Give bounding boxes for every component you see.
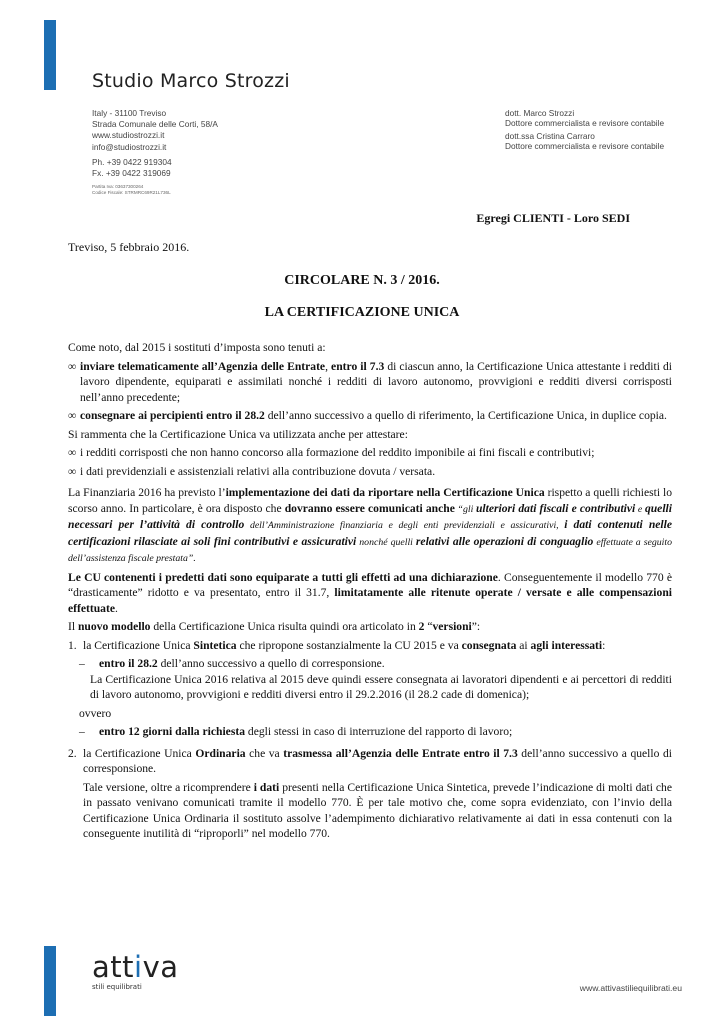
email-link[interactable]: info@studiostrozzi.it [92, 141, 167, 152]
attiva-logo [92, 952, 179, 991]
website-link[interactable]: www.studiostrozzi.it [92, 130, 165, 141]
paragraph: Il nuovo modello della Certificazione Unica risulta quindi ora articolato in 2 “versioni”: [68, 620, 481, 633]
address-line-city: Italy - 31100 Treviso [92, 108, 167, 118]
partita-iva: Partita Iva: 03637300264 [92, 184, 144, 189]
infinity-bullet-icon: ∞ [68, 464, 77, 478]
footer-accent-bar [44, 946, 56, 1016]
codice-fiscale: Codice Fiscale: STRMRC69R21L736L [92, 190, 171, 195]
infinity-bullet-icon: ∞ [68, 446, 77, 459]
document-title: CIRCOLARE N. 3 / 2016. [284, 273, 440, 288]
footer-website-link[interactable]: www.attivastiliequilibrati.eu [579, 983, 682, 993]
phone-number: Ph. +39 0422 919304 [92, 157, 172, 167]
place-date: Treviso, 5 febbraio 2016. [68, 240, 190, 254]
recipients-line: Egregi CLIENTI - Loro SEDI [476, 211, 630, 225]
bullet-item: ∞ consegnare ai percipienti entro il 28.2 dell’anno successivo a quello di riferimento, la Certificazione Unica, in duplice copia. [68, 409, 667, 422]
infinity-bullet-icon: ∞ [68, 409, 77, 422]
document-body [68, 340, 672, 842]
studio-name: Studio Marco Strozzi [92, 70, 290, 92]
dash-item: – entro il 28.2 dell’anno successivo a quello di corresponsione. [79, 657, 385, 670]
intro-paragraph: Come noto, dal 2015 i sostituti d’imposta sono tenuti a: [68, 341, 326, 354]
logo-tagline: stili equilibrati [92, 983, 142, 991]
logo-wordmark: attiva [92, 950, 179, 984]
paragraph: Si rammenta che la Certificazione Unica va utilizzata anche per attestare: [68, 427, 408, 441]
dash-item: – entro 12 giorni dalla richiesta degli stessi in caso di interruzione del rapporto di lavoro; [79, 725, 513, 738]
document-subtitle: LA CERTIFICAZIONE UNICA [264, 305, 460, 320]
bullet-item: ∞ i dati previdenziali e assistenziali relativi alla contribuzione dovuta / versata. [68, 464, 436, 478]
ovvero-text: ovvero [79, 706, 112, 720]
fax-number: Fx. +39 0422 319069 [92, 168, 171, 179]
partners-block [505, 108, 664, 151]
numbered-note: Tale versione, oltre a ricomprendere i dati presenti nella Certificazione Unica Sintetica, prevede l’indicazione di molti dati che in passato venivano comunicati tramite il modello 770. È per tale motivo che, come sopra evidenziato, con l’invio della Certificazione Unica Ordinaria il sostituto assolve l’adempimento dichiarativo relativamente ai dati in essa contenuti con la conseguente inutilità di “riproporli” nel modello 770. [83, 780, 672, 840]
bullet-item: ∞ inviare telematicamente all’Agenzia delle Entrate, entro il 7.3 di ciascun anno, la Certificazione Unica attestante i redditi di lavoro dipendente, equiparati e assimilati nonché i redditi di lavoro autonomo, provvigioni e redditi diversi corrisposti nell’anno precedente; [68, 359, 672, 404]
studio-address [92, 108, 218, 153]
numbered-item: 2. la Certificazione Unica Ordinaria che va trasmessa all’Agenzia delle Entrate entro il 7.3 dell’anno successivo a quello di corresponsione. [68, 746, 672, 775]
dash-note: La Certificazione Unica 2016 relativa al 2015 deve quindi essere consegnata ai lavoratori dipendenti e ai percettori di redditi di lavoro autonomo, provvigioni e redditi diversi entro il 29.2.2016 (il 28.2 cade di domenica); [90, 672, 672, 701]
bullet-item: ∞ i redditi corrisposti che non hanno concorso alla formazione del reddito imponibile ai fini fiscali e contributivi; [68, 446, 595, 459]
paragraph: Le CU contenenti i predetti dati sono equiparate a tutti gli effetti ad una dichiarazione. Conseguentemente il modello 770 è “drasticamente” ridotto e va presentato, entro il 31.7, limitatamente alle ritenute operate / versate e alle compensazioni effettuate. [68, 570, 672, 615]
numbered-item: 1. la Certificazione Unica Sintetica che ripropone sostanzialmente la CU 2015 e va consegnata ai agli interessati: [68, 638, 606, 652]
infinity-bullet-icon: ∞ [68, 359, 77, 373]
address-line-street: Strada Comunale delle Corti, 58/A [92, 119, 218, 130]
studio-contacts [92, 157, 172, 179]
fiscal-info [92, 184, 171, 196]
partner-name: dott.ssa Cristina Carraro [505, 131, 595, 141]
partner-name: dott. Marco Strozzi [505, 108, 575, 118]
paragraph: La Finanziaria 2016 ha previsto l’implementazione dei dati da riportare nella Certificazione Unica rispetto a quelli richiesti lo scorso anno. In particolare, è ora disposto che dovranno essere comunicati anche “gli ulteriori dati fiscali e contributivi e quelli necessari per l’attività di controllo dell’Amministrazione finanziaria e degli enti previdenziali e assicurativi, i dati contenuti nelle certificazioni rilasciate ai soli fini contributivi e assicurativi nonché quelli relativi alle operazioni di conguaglio effettuate a seguito dell’assistenza fiscale prestata”. [68, 486, 673, 564]
partner-role: Dottore commercialista e revisore contabile [505, 141, 665, 151]
partner-role: Dottore commercialista e revisore contabile [505, 118, 665, 128]
header-accent-bar [44, 20, 56, 90]
